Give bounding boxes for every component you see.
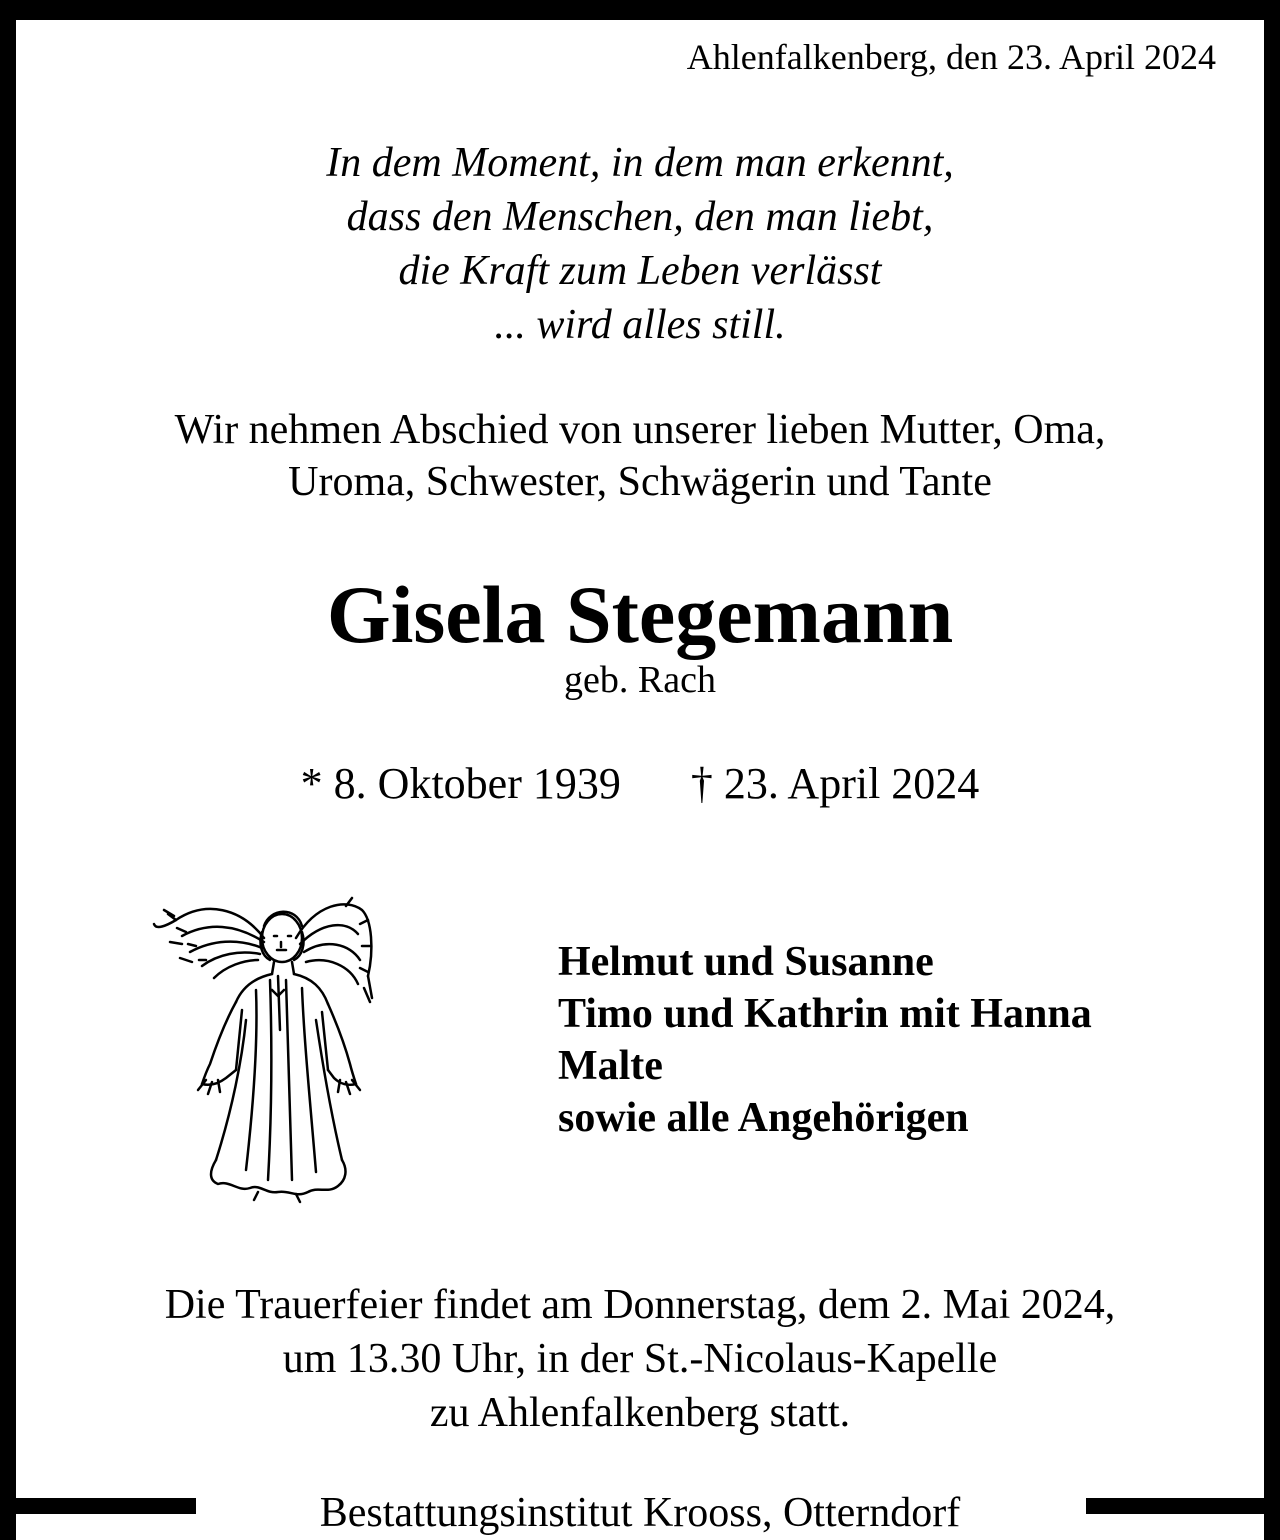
birth-date: * 8. Oktober 1939	[300, 759, 621, 808]
family-line: sowie alle Angehörigen	[558, 1095, 969, 1141]
family-line: Malte	[558, 1043, 663, 1089]
poem-line: dass den Menschen, den man liebt,	[346, 194, 934, 240]
service-line: Die Trauerfeier findet am Donnerstag, dem 2. Mai 2024,	[164, 1282, 1116, 1328]
life-dates	[0, 758, 1280, 810]
death-date: † 23. April 2024	[690, 759, 980, 808]
farewell-line: Wir nehmen Abschied von unserer lieben Mutter, Oma,	[174, 407, 1106, 453]
service-line: zu Ahlenfalkenberg statt.	[429, 1390, 851, 1436]
undertaker-name: Bestattungsinstitut Krooss, Otterndorf	[319, 1490, 961, 1536]
family-line: Helmut und Susanne	[558, 939, 934, 985]
place-date: Ahlenfalkenberg, den 23. April 2024	[686, 37, 1216, 77]
maiden-name: geb. Rach	[564, 659, 716, 701]
poem	[0, 136, 1280, 352]
deceased-name: Gisela Stegemann	[326, 569, 954, 660]
funeral-service-info	[0, 1278, 1280, 1440]
farewell-text	[0, 404, 1280, 508]
family-line: Timo und Kathrin mit Hanna	[558, 991, 1092, 1037]
angel-icon	[146, 880, 396, 1210]
farewell-line: Uroma, Schwester, Schwägerin und Tante	[288, 459, 992, 505]
poem-line: In dem Moment, in dem man erkennt,	[326, 140, 954, 186]
service-line: um 13.30 Uhr, in der St.-Nicolaus-Kapelle	[282, 1336, 998, 1382]
poem-line: die Kraft zum Leben verlässt	[398, 248, 882, 294]
poem-line: ... wird alles still.	[494, 302, 786, 348]
family-list	[558, 936, 1092, 1144]
